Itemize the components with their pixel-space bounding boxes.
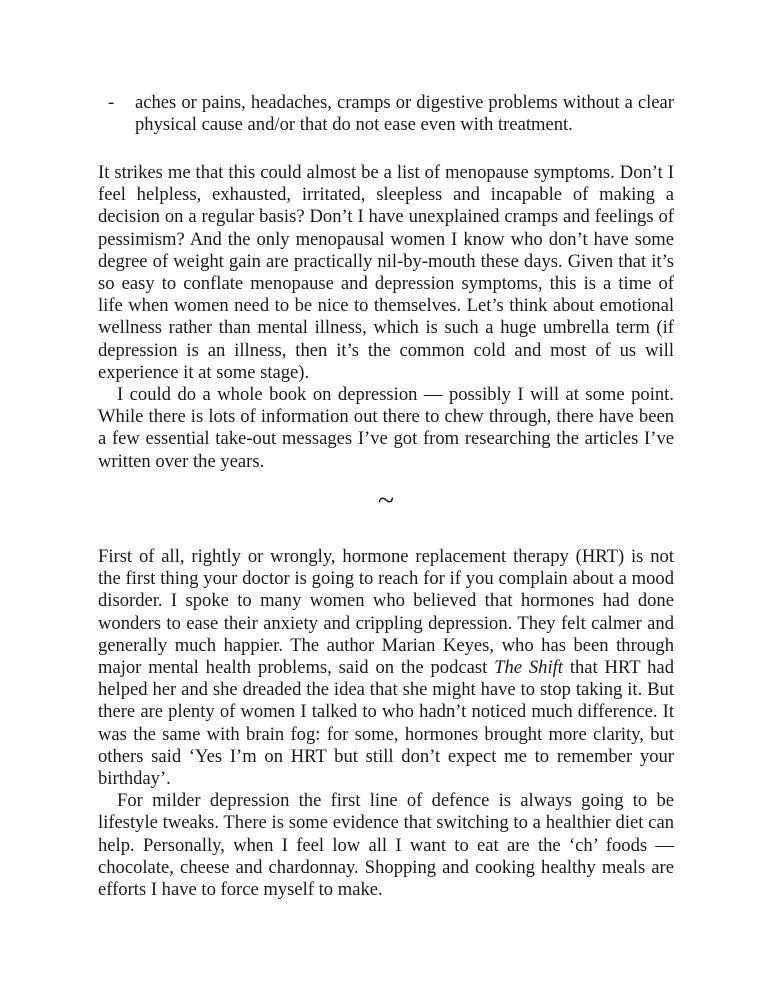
paragraph-hrt (98, 546, 674, 790)
section-one (98, 162, 674, 473)
paragraph-hrt-text-end: that HRT had helped her and she dreaded the idea that she might have to stop taking it. But there are plenty of women I talked to who hadn’t noticed much difference. It was the same with brain fog: for some, hormones brought more clarity, but others said ‘Yes I’m on HRT but still don’t expect me to remember your birthday’. (98, 657, 674, 790)
paragraph-hrt-text-start: First of all, rightly or wrongly, hormone replacement therapy (HRT) is not the first thing your doctor is going to reach for if you complain about a mood disorder. I spoke to many women who believed that hormones had done wonders to ease their anxiety and crippling depression. They felt calmer and generally much happier. The author Marian Keyes, who has been through major mental health problems, said on the podcast (98, 546, 674, 679)
bullet-dash: - (108, 92, 115, 113)
section-two (98, 546, 674, 901)
bullet-text: aches or pains, headaches, cramps or digestive problems without a clear physical cause and/or that do not ease even with treatment. (135, 92, 674, 136)
podcast-title: The Shift (494, 657, 563, 679)
bullet-item (98, 92, 674, 136)
paragraph-menopause-symptoms: It strikes me that this could almost be a list of menopause symptoms. Don’t I feel helpless, exhausted, irritated, sleepless and incapable of making a decision on a regular basis? Don’t I have unexplained cramps and feelings of pessimism? And the only menopausal women I know who don’t have some degree of weight gain are practically nil-by-mouth these days. Given that it’s so easy to conflate menopause and depression symptoms, this is a time of life when women need to be nice to themselves. Let’s think about emotional wellness rather than mental illness, which is such a huge umbrella term (if depression is an illness, then it’s the common cold and most of us will experience it at some stage). (98, 162, 674, 383)
section-separator: ~ (377, 484, 395, 517)
paragraph-lifestyle-tweaks: For milder depression the first line of defence is always going to be lifestyle tweaks. There is some evidence that switching to a healthier diet can help. Personally, when I feel low all I want to eat are the ‘ch’ foods — chocolate, cheese and chardonnay. Shopping and cooking healthy meals are efforts I have to force myself to make. (98, 790, 674, 901)
paragraph-depression-book: I could do a whole book on depression — possibly I will at some point. While there is lots of information out there to chew through, there have been a few essential take-out messages I’ve got from researching the articles I’ve written over the years. (98, 384, 674, 472)
